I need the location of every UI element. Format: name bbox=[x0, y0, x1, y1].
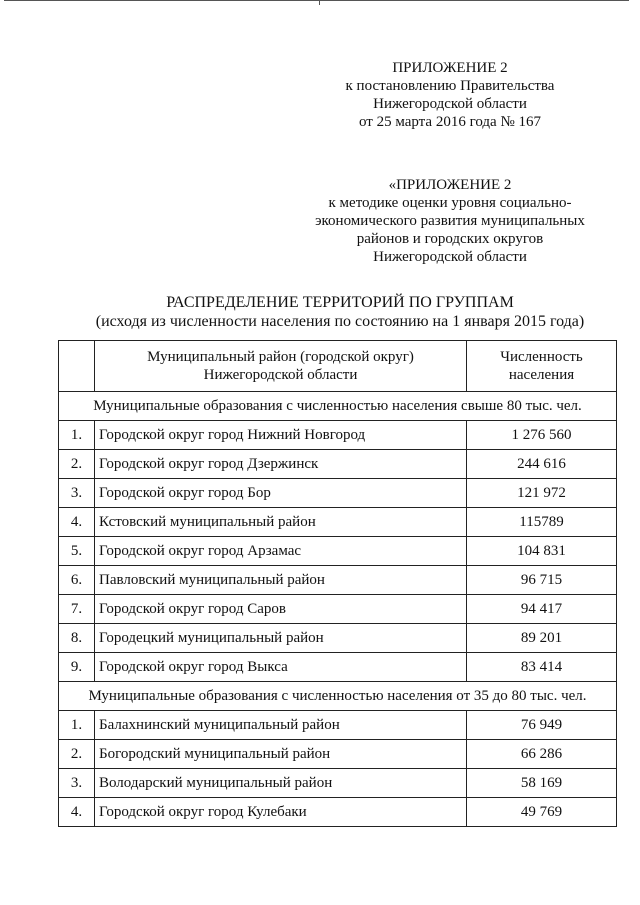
table-header-row bbox=[59, 341, 617, 392]
table-row bbox=[59, 798, 617, 827]
group-row bbox=[59, 682, 617, 711]
row-territory-name: Володарский муниципальный район bbox=[95, 769, 467, 798]
row-territory-name: Городской округ город Бор bbox=[95, 479, 467, 508]
table-row bbox=[59, 537, 617, 566]
attachment-header-block bbox=[300, 59, 600, 131]
row-number: 6. bbox=[59, 566, 95, 595]
row-territory-name: Городской округ город Нижний Новгород bbox=[95, 421, 467, 450]
methodology-line: районов и городских округов bbox=[356, 231, 544, 247]
row-territory-name: Городской округ город Дзержинск bbox=[95, 450, 467, 479]
row-number: 5. bbox=[59, 537, 95, 566]
row-population: 76 949 bbox=[467, 711, 617, 740]
row-number: 1. bbox=[59, 711, 95, 740]
attachment-line: от 25 марта 2016 года № 167 bbox=[358, 114, 542, 130]
table-row bbox=[59, 508, 617, 537]
row-number: 8. bbox=[59, 624, 95, 653]
table-row bbox=[59, 711, 617, 740]
header-population-line: Численность bbox=[500, 349, 583, 365]
row-number: 4. bbox=[59, 508, 95, 537]
row-number: 9. bbox=[59, 653, 95, 682]
row-population: 94 417 bbox=[467, 595, 617, 624]
methodology-line: Нижегородской области bbox=[373, 249, 527, 265]
methodology-line: экономического развития муниципальных bbox=[315, 213, 585, 229]
attachment-line: Нижегородской области bbox=[373, 96, 527, 112]
table-row bbox=[59, 769, 617, 798]
row-number: 1. bbox=[59, 421, 95, 450]
row-territory-name: Богородский муниципальный район bbox=[95, 740, 467, 769]
row-population: 121 972 bbox=[467, 479, 617, 508]
document-heading bbox=[40, 293, 640, 331]
row-territory-name: Городской округ город Выкса bbox=[95, 653, 467, 682]
header-name-line: Нижегородской области bbox=[203, 367, 358, 383]
row-population: 89 201 bbox=[467, 624, 617, 653]
row-population: 58 169 bbox=[467, 769, 617, 798]
table-row bbox=[59, 421, 617, 450]
row-population: 49 769 bbox=[467, 798, 617, 827]
group-row bbox=[59, 392, 617, 421]
row-population: 104 831 bbox=[467, 537, 617, 566]
row-population: 244 616 bbox=[467, 450, 617, 479]
methodology-attachment-block bbox=[300, 176, 600, 266]
table-row bbox=[59, 653, 617, 682]
row-territory-name: Городской округ город Арзамас bbox=[95, 537, 467, 566]
table-row bbox=[59, 450, 617, 479]
row-territory-name: Павловский муниципальный район bbox=[95, 566, 467, 595]
table-row bbox=[59, 566, 617, 595]
row-number: 2. bbox=[59, 740, 95, 769]
heading-subtitle: (исходя из численности населения по состоянию на 1 января 2015 года) bbox=[95, 313, 585, 330]
group-title: Муниципальные образования с численностью населения от 35 до 80 тыс. чел. bbox=[59, 682, 617, 711]
row-number: 4. bbox=[59, 798, 95, 827]
header-population-line: населения bbox=[508, 367, 575, 383]
row-population: 83 414 bbox=[467, 653, 617, 682]
row-population: 66 286 bbox=[467, 740, 617, 769]
header-name-line: Муниципальный район (городской округ) bbox=[147, 349, 414, 365]
methodology-title: «ПРИЛОЖЕНИЕ 2 bbox=[388, 177, 512, 193]
row-territory-name: Кстовский муниципальный район bbox=[95, 508, 467, 537]
row-population: 96 715 bbox=[467, 566, 617, 595]
territory-distribution-table bbox=[58, 340, 617, 827]
heading-title: РАСПРЕДЕЛЕНИЕ ТЕРРИТОРИЙ ПО ГРУППАМ bbox=[166, 294, 514, 311]
header-name-cell bbox=[95, 341, 467, 392]
row-number: 7. bbox=[59, 595, 95, 624]
row-territory-name: Городецкий муниципальный район bbox=[95, 624, 467, 653]
methodology-line: к методике оценки уровня социально- bbox=[328, 195, 572, 211]
group-title: Муниципальные образования с численностью населения свыше 80 тыс. чел. bbox=[59, 392, 617, 421]
row-territory-name: Городской округ город Саров bbox=[95, 595, 467, 624]
row-number: 2. bbox=[59, 450, 95, 479]
table-row bbox=[59, 479, 617, 508]
table-row bbox=[59, 624, 617, 653]
row-population: 1 276 560 bbox=[467, 421, 617, 450]
header-number-cell bbox=[59, 341, 95, 392]
attachment-title: ПРИЛОЖЕНИЕ 2 bbox=[392, 60, 508, 76]
table-row bbox=[59, 740, 617, 769]
scan-top-border bbox=[4, 0, 629, 1]
row-territory-name: Балахнинский муниципальный район bbox=[95, 711, 467, 740]
attachment-line: к постановлению Правительства bbox=[345, 78, 555, 94]
table-row bbox=[59, 595, 617, 624]
header-population-cell bbox=[467, 341, 617, 392]
row-number: 3. bbox=[59, 769, 95, 798]
row-number: 3. bbox=[59, 479, 95, 508]
row-population: 115789 bbox=[467, 508, 617, 537]
row-territory-name: Городской округ город Кулебаки bbox=[95, 798, 467, 827]
scan-top-tick bbox=[319, 0, 320, 5]
